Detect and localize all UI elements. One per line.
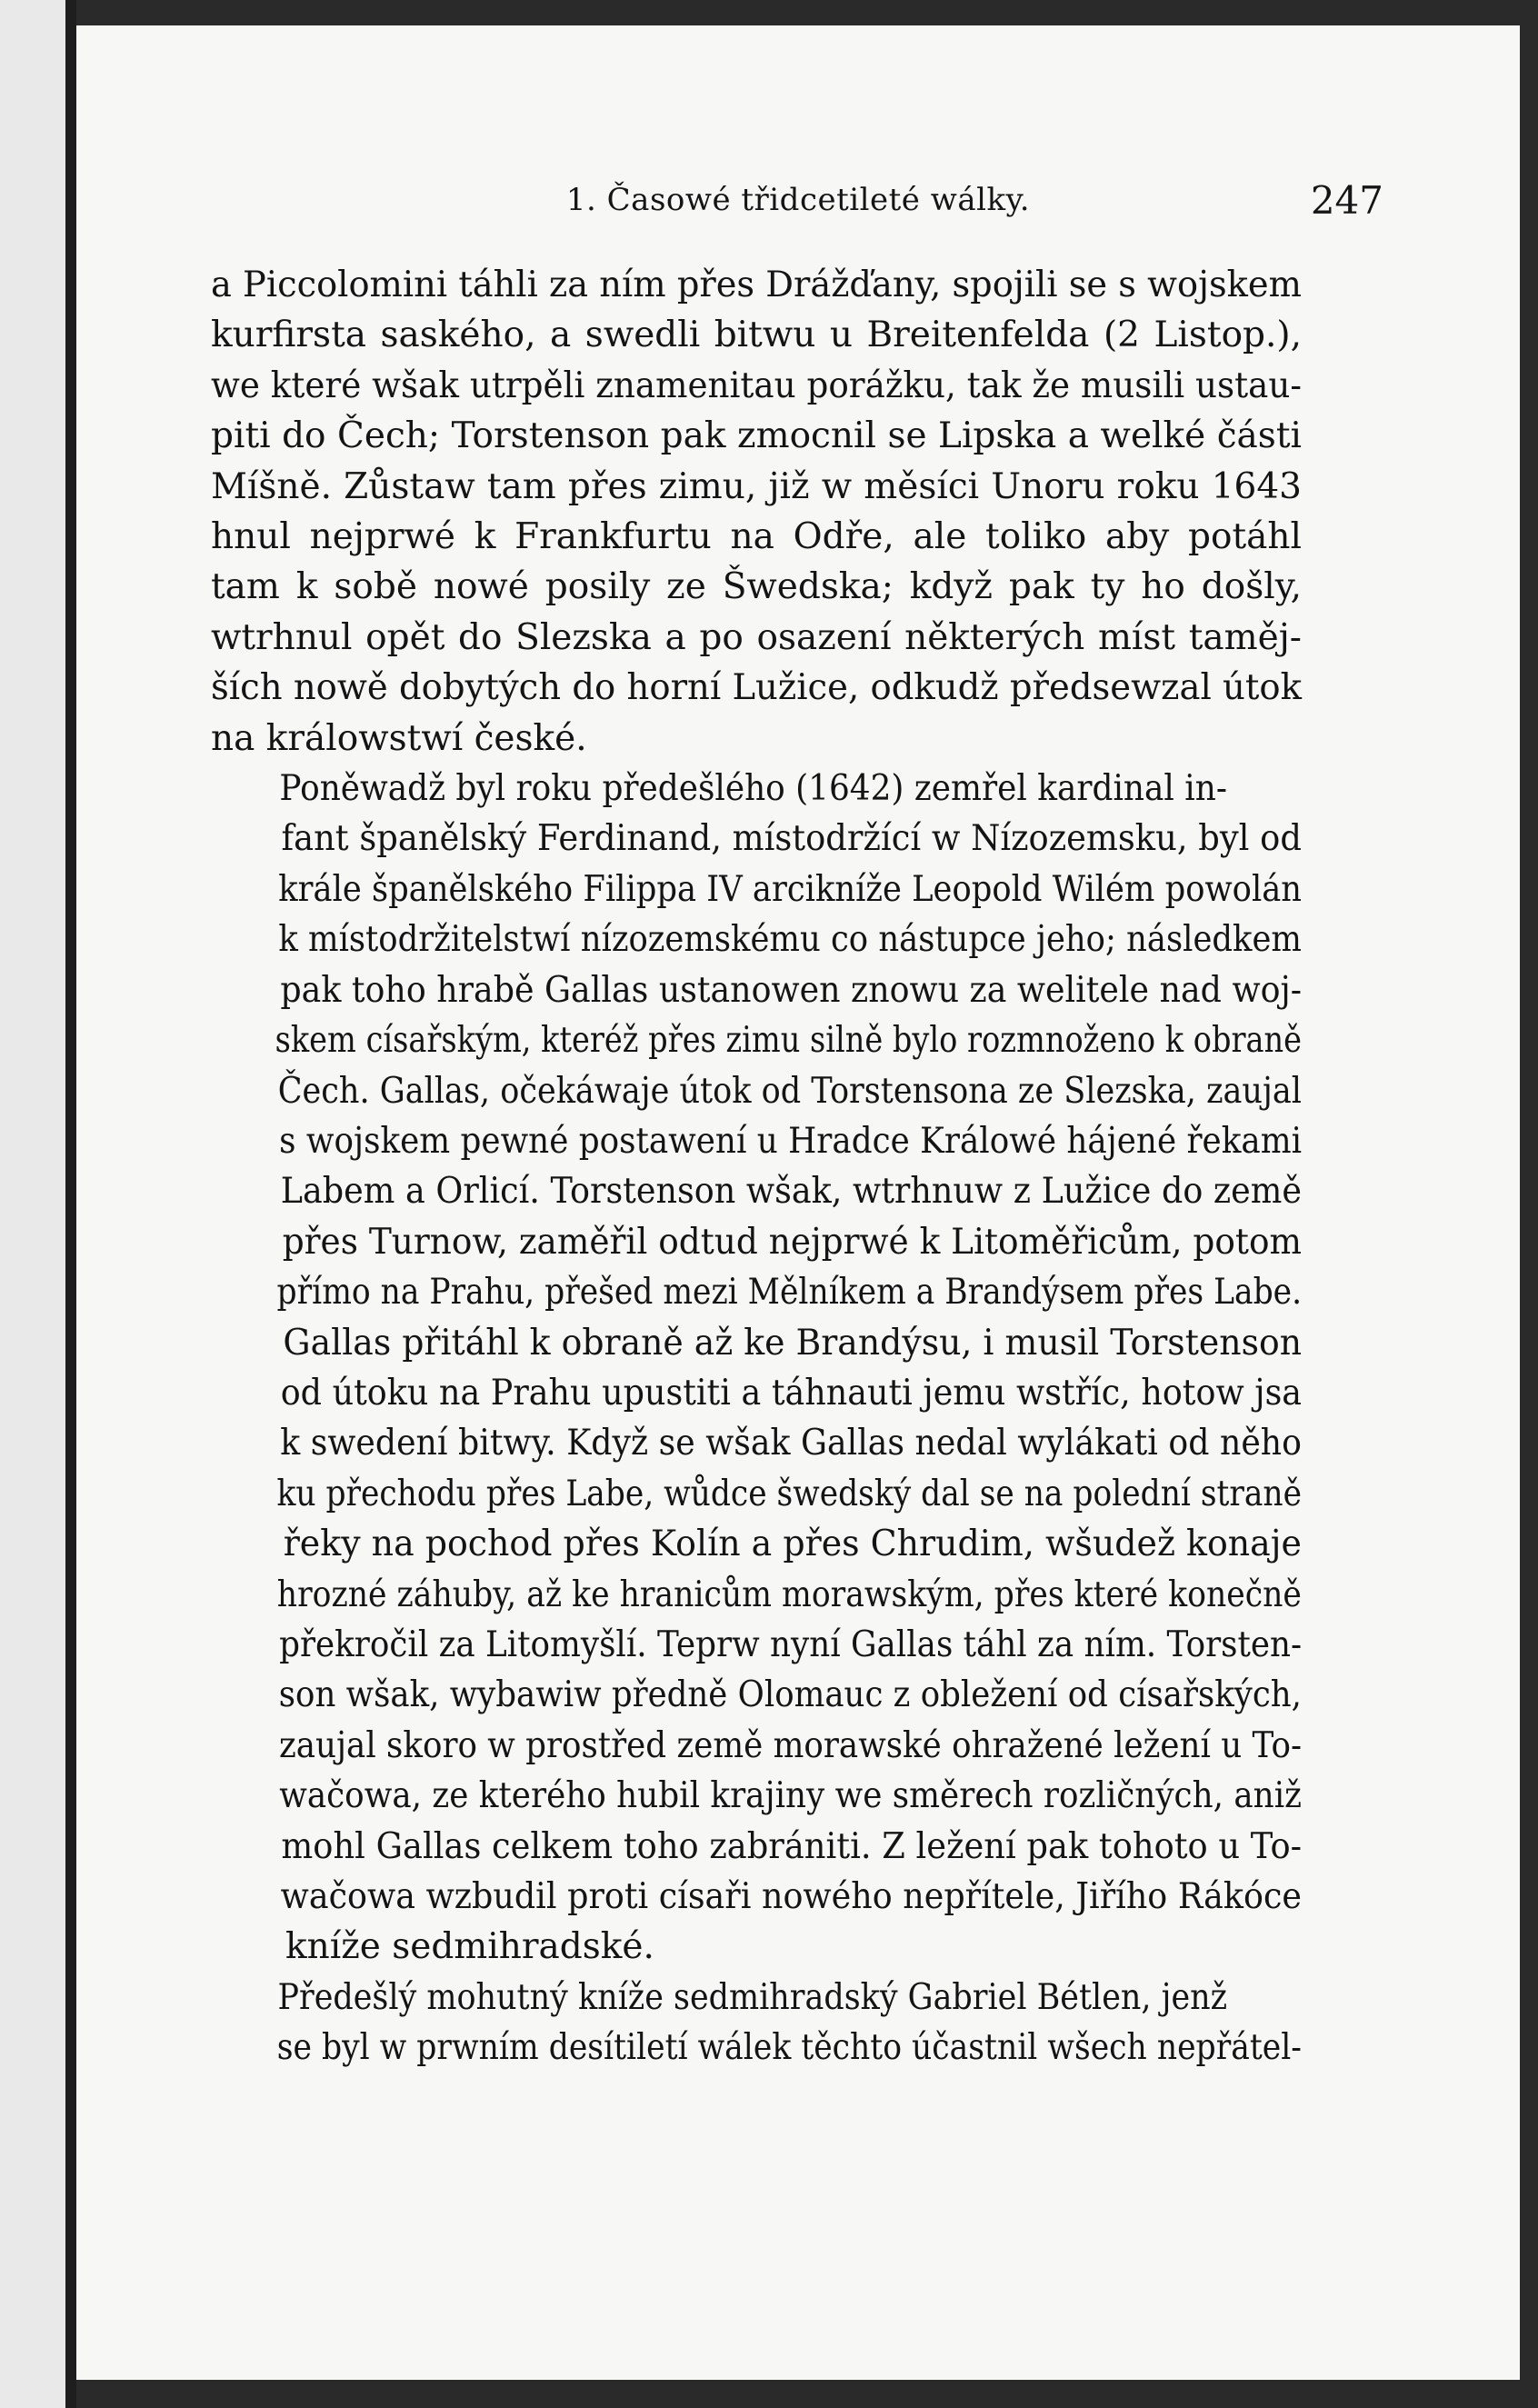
text-line: s wojskem pewné postawení u Hradce Králowé hájené řekami	[279, 1120, 1303, 1162]
paragraph-1	[211, 260, 1302, 764]
page-edge-shadow	[65, 0, 76, 2408]
text-line: řeky na pochod přes Kolín a přes Chrudim, wšudež konaje	[283, 1524, 1302, 1565]
text-line: se byl w prwním desítiletí wálek těchto účastnil wšech nepřátel-	[276, 2027, 1302, 2069]
text-line: Gallas přitáhl k obraně až ke Brandýsu, i musil Torstenson	[283, 1322, 1303, 1364]
text-line: wtrhnul opět do Slezska a po osazení některých míst taměj-	[211, 616, 1302, 658]
text-line: krále španělského Filippa IV arcikníže Leopold Wilém powolán	[278, 868, 1303, 910]
text-line: Předešlý mohutný kníže sedmihradský Gabriel Bétlen, jenž	[277, 1976, 1228, 2018]
text-line: mohl Gallas celkem toho zabrániti. Z ležení pak tohoto u To-	[281, 1825, 1303, 1867]
text-line: hnul nejprwé k Frankfurtu na Odře, ale toliko aby potáhl	[211, 516, 1302, 558]
text-line: Míšně. Zůstaw tam přes zimu, již w měsíci Unoru roku 1643	[211, 465, 1302, 507]
text-line: tam k sobě nowé posily ze Šwedska; když pak ty ho došly,	[211, 566, 1302, 608]
body-text	[211, 260, 1302, 2073]
text-line: k místodržitelstwí nízozemskému co nástupce jeho; následkem	[278, 919, 1302, 961]
text-line: we které wšak utrpěli znamenitau porážku, tak že musili ustau-	[211, 365, 1302, 406]
text-line: přímo na Prahu, přešed mezi Mělníkem a Brandýsem přes Labe.	[276, 1272, 1303, 1314]
text-line: wačowa wzbudil proti císaři nowého nepřítele, Jiřího Rákóce	[280, 1876, 1302, 1917]
scan-background-left	[0, 0, 65, 2408]
text-line: překročil za Litomyšlí. Teprw nyní Gallas táhl za ním. Torsten-	[279, 1624, 1303, 1665]
text-line: kníže sedmihradské.	[285, 1926, 654, 1968]
text-line: son wšak, wybawiw předně Olomauc z obležení od císařských,	[278, 1674, 1302, 1716]
text-line: a Piccolomini táhli za ním přes Drážďany, spojili se s wojskem	[211, 265, 1302, 305]
text-line: od útoku na Prahu upustiti a táhnauti jemu wstříc, hotow jsa	[280, 1372, 1303, 1414]
text-line: ku přechodu přes Labe, wůdce šwedský dal se na polední straně	[276, 1473, 1302, 1514]
text-line: k swedení bitwy. Když se wšak Gallas nedal wylákati od něho	[280, 1423, 1302, 1464]
book-page	[76, 25, 1520, 2380]
text-line: zaujal skoro w prostřed země morawské ohražené ležení u To-	[278, 1724, 1303, 1766]
running-head: 1. Časowé třidcetileté wálky.	[565, 182, 1031, 218]
page-header	[76, 164, 1520, 223]
text-line: na králowstwí české.	[211, 717, 587, 759]
text-line: Poněwadž byl roku předešlého (1642) zemřel kardinal in-	[279, 768, 1227, 810]
text-line: Labem a Orlicí. Torstenson wšak, wtrhnuw z Lužice do země	[280, 1171, 1303, 1213]
text-line: fant španělský Ferdinand, místodržící w Nízozemsku, byl od	[281, 818, 1302, 860]
text-line: piti do Čech; Torstenson pak zmocnil se Lipska a welké části	[211, 415, 1302, 457]
text-line: wačowa, ze kterého hubil krajiny we směrech rozličných, aniž	[279, 1775, 1302, 1817]
text-line: ších nowě dobytých do horní Lužice, odkudž předsewzal útok	[211, 667, 1302, 709]
text-line: skem císařským, kteréž přes zimu silně bylo rozmnoženo k obraně	[275, 1020, 1303, 1062]
text-line: hrozné záhuby, až ke hranicům morawským, přes které konečně	[276, 1574, 1302, 1615]
paragraph-2	[211, 764, 1302, 1973]
text-line: přes Turnow, zaměřil odtud nejprwé k Litoměřicům, potom	[282, 1221, 1303, 1263]
text-line: kurfirsta saského, a swedli bitwu u Breitenfelda (2 Listop.),	[211, 315, 1303, 356]
paragraph-3	[211, 1973, 1302, 2073]
text-line: Čech. Gallas, očekáwaje útok od Torstensona ze Slezska, zaujal	[277, 1070, 1302, 1112]
page-number: 247	[1310, 178, 1383, 223]
text-line: pak toho hrabě Gallas ustanowen znowu za welitele nad woj-	[280, 969, 1303, 1011]
